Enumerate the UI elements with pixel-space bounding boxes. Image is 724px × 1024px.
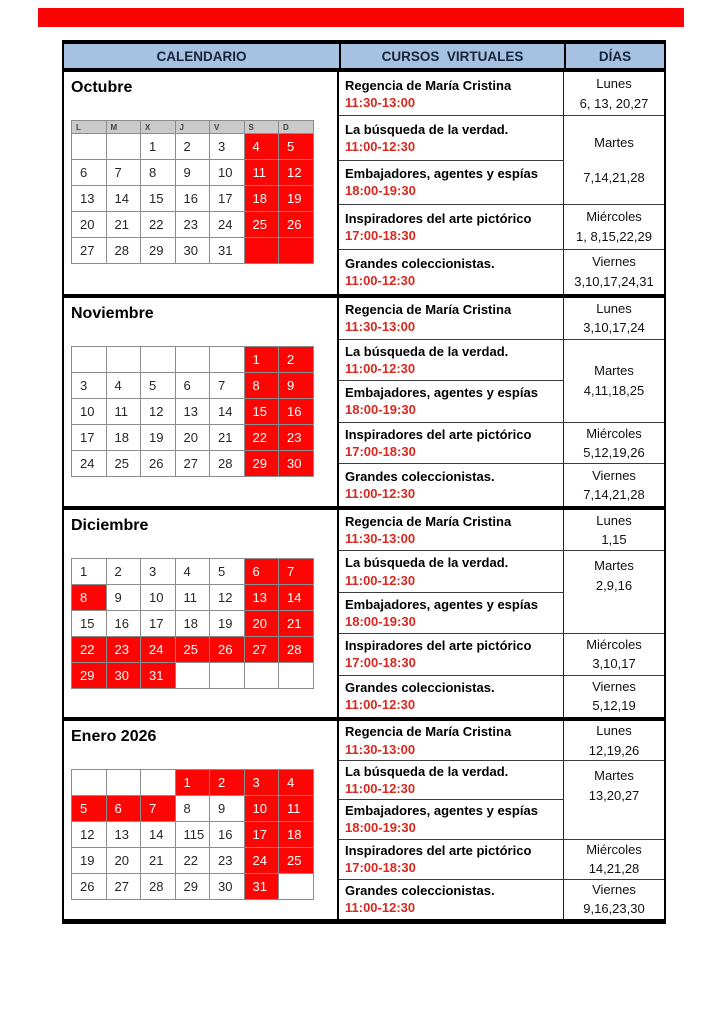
course-time: 11:00-12:30 (345, 900, 416, 916)
course-row (339, 205, 564, 249)
calendar-day-cell (107, 770, 142, 796)
weekday-header-cell: L (72, 121, 107, 134)
calendar-day-cell: 24 (245, 848, 280, 874)
month-sections-container (64, 68, 664, 919)
calendar-day-cell: 8 (141, 160, 176, 186)
course-time: 11:00-12:30 (345, 572, 416, 588)
calendar-day-cell: 2 (279, 347, 314, 373)
calendar-day-cell (279, 663, 314, 689)
calendar-day-cell: 29 (245, 451, 280, 477)
calendar-day-cell (176, 663, 211, 689)
calendar-day-cell: 6 (72, 160, 107, 186)
calendar-day-cell: 6 (245, 559, 280, 585)
day-dates: 14,21,28 (588, 861, 640, 877)
calendar-day-cell: 4 (245, 134, 280, 160)
calendar-day-cell (279, 238, 314, 264)
calendar-day-cell: 3 (245, 770, 280, 796)
calendar-day-cell: 10 (210, 160, 245, 186)
calendar-cell (64, 72, 339, 294)
calendar-day-cell: 27 (72, 238, 107, 264)
day-name: Martes (594, 134, 634, 150)
calendar-cell (64, 298, 339, 506)
course-row (339, 840, 564, 880)
course-row (339, 551, 564, 592)
course-row (339, 676, 564, 717)
course-time: 11:00-12:30 (345, 781, 416, 797)
day-block (564, 464, 664, 506)
course-row (339, 250, 564, 294)
mini-calendar (71, 346, 314, 477)
calendar-day-cell (245, 238, 280, 264)
calendar-day-cell: 22 (72, 637, 107, 663)
calendar-day-cell: 28 (210, 451, 245, 477)
calendar-day-cell: 17 (141, 611, 176, 637)
course-name: Inspiradores del arte pictórico (345, 210, 532, 226)
mini-calendar (71, 769, 314, 900)
calendar-day-cell: 31 (245, 874, 280, 900)
calendar-day-cell: 7 (107, 160, 142, 186)
calendar-day-cell (210, 347, 245, 373)
calendar-day-cell: 16 (279, 399, 314, 425)
calendar-day-cell: 16 (176, 186, 211, 212)
day-name: Viernes (592, 254, 636, 270)
month-title: Diciembre (71, 517, 149, 534)
calendar-day-cell: 7 (210, 373, 245, 399)
course-time: 17:00-18:30 (345, 444, 416, 460)
calendar-day-cell: 31 (210, 238, 245, 264)
course-name: Regencia de María Cristina (345, 302, 512, 318)
course-name: Embajadores, agentes y espías (345, 166, 538, 182)
weekday-header-cell: S (245, 121, 280, 134)
course-time: 11:00-12:30 (345, 360, 416, 376)
mini-calendar (71, 558, 314, 689)
calendar-day-cell: 16 (107, 611, 142, 637)
day-block (564, 840, 664, 880)
calendar-day-cell: 21 (279, 611, 314, 637)
course-time: 17:00-18:30 (345, 860, 416, 876)
calendar-day-cell: 27 (107, 874, 142, 900)
month-section (64, 506, 664, 717)
course-row (339, 800, 564, 839)
calendar-cell (64, 510, 339, 717)
calendar-day-cell: 18 (279, 822, 314, 848)
course-name: Grandes coleccionistas. (345, 883, 495, 899)
calendar-day-cell: 12 (210, 585, 245, 611)
month-title: Octubre (71, 79, 133, 96)
calendar-day-cell: 30 (279, 451, 314, 477)
calendar-day-cell: 20 (107, 848, 142, 874)
schedule-table (62, 40, 666, 924)
calendar-day-cell: 9 (210, 796, 245, 822)
course-time: 11:30-13:00 (345, 741, 416, 757)
course-time: 11:00-12:30 (345, 486, 416, 502)
calendar-day-cell: 29 (72, 663, 107, 689)
day-name: Miércoles (586, 636, 642, 652)
day-dates: 9,16,23,30 (583, 901, 645, 917)
day-dates: 13,20,27 (588, 787, 640, 803)
calendar-day-cell: 24 (141, 637, 176, 663)
calendar-day-cell: 27 (245, 637, 280, 663)
calendar-day-cell: 14 (141, 822, 176, 848)
calendar-day-cell: 12 (279, 160, 314, 186)
course-name: Embajadores, agentes y espías (345, 596, 538, 612)
calendar-day-cell: 8 (245, 373, 280, 399)
month-title: Enero 2026 (71, 728, 157, 745)
calendar-day-cell: 17 (245, 822, 280, 848)
top-red-bar (38, 8, 684, 27)
day-block (564, 721, 664, 761)
calendar-day-cell: 3 (210, 134, 245, 160)
calendar-day-cell: 1 (245, 347, 280, 373)
month-section (64, 717, 664, 919)
calendar-day-cell: 25 (107, 451, 142, 477)
calendar-day-cell: 11 (279, 796, 314, 822)
calendar-day-cell: 10 (141, 585, 176, 611)
course-name: Inspiradores del arte pictórico (345, 426, 532, 442)
calendar-day-cell: 28 (107, 238, 142, 264)
day-name: Lunes (596, 512, 632, 528)
day-dates: 5,12,19 (592, 698, 636, 714)
calendar-day-cell: 25 (279, 848, 314, 874)
course-row (339, 340, 564, 382)
calendar-day-cell: 23 (210, 848, 245, 874)
calendar-day-cell: 5 (141, 373, 176, 399)
calendar-day-cell: 1 (72, 559, 107, 585)
calendar-day-cell: 29 (141, 238, 176, 264)
calendar-day-cell: 9 (176, 160, 211, 186)
calendar-day-cell (279, 874, 314, 900)
day-block (564, 250, 664, 294)
calendar-day-cell: 20 (72, 212, 107, 238)
calendar-day-cell: 2 (176, 134, 211, 160)
calendar-day-cell: 4 (176, 559, 211, 585)
day-block (564, 761, 664, 840)
weekday-header-cell: J (176, 121, 211, 134)
day-block (564, 72, 664, 116)
course-row (339, 761, 564, 800)
calendar-day-cell: 30 (210, 874, 245, 900)
calendar-day-cell: 9 (279, 373, 314, 399)
calendar-day-cell: 20 (176, 425, 211, 451)
calendar-day-cell: 10 (72, 399, 107, 425)
header-cell-dias: DÍAS (564, 44, 664, 68)
calendar-day-cell: 3 (72, 373, 107, 399)
calendar-day-cell: 18 (176, 611, 211, 637)
day-dates: 12,19,26 (588, 742, 640, 758)
day-dates: 7,14,21,28 (583, 487, 645, 503)
weekday-header-cell: M (107, 121, 142, 134)
table-header-row (64, 44, 664, 68)
calendar-day-cell (107, 134, 142, 160)
day-block (564, 676, 664, 717)
calendar-day-cell: 1 (176, 770, 211, 796)
course-name: Grandes coleccionistas. (345, 469, 495, 485)
day-dates: 1, 8,15,22,29 (576, 228, 652, 244)
calendar-day-cell: 19 (210, 611, 245, 637)
calendar-day-cell: 9 (107, 585, 142, 611)
course-time: 18:00-19:30 (345, 613, 416, 629)
day-name: Miércoles (586, 425, 642, 441)
calendar-day-cell: 16 (210, 822, 245, 848)
month-title: Noviembre (71, 305, 154, 322)
weekday-header-cell: V (210, 121, 245, 134)
course-row (339, 593, 564, 634)
calendar-day-cell: 18 (245, 186, 280, 212)
day-block (564, 634, 664, 675)
calendar-day-cell: 25 (245, 212, 280, 238)
course-name: Regencia de María Cristina (345, 514, 512, 530)
calendar-day-cell: 19 (279, 186, 314, 212)
day-name: Viernes (592, 881, 636, 897)
course-row (339, 72, 564, 116)
day-dates: 3,10,17,24,31 (574, 273, 654, 289)
calendar-day-cell: 14 (107, 186, 142, 212)
calendar-day-cell: 29 (176, 874, 211, 900)
course-time: 17:00-18:30 (345, 655, 416, 671)
course-name: Inspiradores del arte pictórico (345, 843, 532, 858)
course-row (339, 510, 564, 551)
day-block (564, 551, 664, 634)
calendar-day-cell: 5 (72, 796, 107, 822)
day-dates: 6, 13, 20,27 (579, 95, 649, 111)
course-name: La búsqueda de la verdad. (345, 343, 509, 359)
calendar-day-cell: 6 (107, 796, 142, 822)
calendar-day-cell (245, 663, 280, 689)
calendar-day-cell: 22 (176, 848, 211, 874)
calendar-day-cell: 19 (141, 425, 176, 451)
header-cell-cursos-virtuales: CURSOS VIRTUALES (339, 44, 564, 68)
calendar-day-cell: 26 (72, 874, 107, 900)
calendar-day-cell: 14 (279, 585, 314, 611)
calendar-day-cell: 2 (107, 559, 142, 585)
day-dates: 3,10,17,24 (583, 320, 645, 336)
calendar-day-cell: 23 (176, 212, 211, 238)
calendar-day-cell: 7 (141, 796, 176, 822)
day-name: Martes (594, 558, 634, 574)
calendar-day-cell: 8 (176, 796, 211, 822)
calendar-day-cell (107, 347, 142, 373)
calendar-day-cell: 14 (210, 399, 245, 425)
calendar-cell (64, 721, 339, 919)
calendar-day-cell: 3 (141, 559, 176, 585)
calendar-day-cell: 27 (176, 451, 211, 477)
course-row (339, 381, 564, 423)
course-name: Regencia de María Cristina (345, 724, 512, 740)
course-time: 18:00-19:30 (345, 820, 416, 836)
calendar-day-cell: 5 (279, 134, 314, 160)
calendar-day-cell (141, 770, 176, 796)
day-name: Martes (594, 768, 634, 783)
course-row (339, 423, 564, 465)
calendar-day-cell: 24 (72, 451, 107, 477)
calendar-day-cell (72, 134, 107, 160)
day-block (564, 880, 664, 919)
calendar-day-cell: 31 (141, 663, 176, 689)
course-name: Regencia de María Cristina (345, 77, 512, 93)
day-dates: 3,10,17 (592, 656, 636, 672)
course-name: Grandes coleccionistas. (345, 255, 495, 271)
course-time: 11:30-13:00 (345, 319, 416, 335)
day-name: Miércoles (586, 841, 642, 857)
calendar-day-cell: 11 (176, 585, 211, 611)
calendar-day-cell: 15 (141, 186, 176, 212)
calendar-day-cell: 7 (279, 559, 314, 585)
calendar-day-cell: 17 (210, 186, 245, 212)
calendar-day-cell: 12 (72, 822, 107, 848)
calendar-day-cell: 4 (279, 770, 314, 796)
course-row (339, 161, 564, 205)
calendar-day-cell (72, 770, 107, 796)
course-row (339, 721, 564, 761)
calendar-day-cell: 11 (245, 160, 280, 186)
day-name: Miércoles (586, 209, 642, 225)
calendar-day-cell: 18 (107, 425, 142, 451)
calendar-day-cell: 23 (107, 637, 142, 663)
course-row (339, 634, 564, 675)
day-block (564, 298, 664, 340)
calendar-day-cell: 30 (107, 663, 142, 689)
calendar-day-cell: 1 (141, 134, 176, 160)
calendar-day-cell (176, 347, 211, 373)
calendar-day-cell: 24 (210, 212, 245, 238)
day-dates: 2,9,16 (595, 577, 633, 593)
calendar-day-cell: 25 (176, 637, 211, 663)
calendar-day-cell: 30 (176, 238, 211, 264)
weekday-header-cell: D (279, 121, 314, 134)
day-block (564, 205, 664, 249)
day-block (564, 340, 664, 423)
calendar-day-cell (141, 347, 176, 373)
day-block (564, 116, 664, 205)
course-name: Embajadores, agentes y espías (345, 803, 538, 819)
calendar-day-cell: 26 (210, 637, 245, 663)
course-name: La búsqueda de la verdad. (345, 555, 509, 571)
course-time: 11:00-12:30 (345, 139, 416, 155)
calendar-day-cell: 19 (72, 848, 107, 874)
calendar-day-cell: 22 (141, 212, 176, 238)
calendar-day-cell: 10 (245, 796, 280, 822)
day-dates: 4,11,18,25 (583, 382, 645, 398)
day-block (564, 423, 664, 465)
course-name: La búsqueda de la verdad. (345, 121, 509, 137)
calendar-day-cell: 115 (176, 822, 211, 848)
calendar-day-cell (72, 347, 107, 373)
header-cell-calendario: CALENDARIO (156, 48, 247, 64)
course-name: La búsqueda de la verdad. (345, 764, 509, 779)
calendar-day-cell: 26 (279, 212, 314, 238)
calendar-day-cell: 21 (107, 212, 142, 238)
course-name: Grandes coleccionistas. (345, 680, 495, 696)
calendar-day-cell: 26 (141, 451, 176, 477)
calendar-day-cell: 28 (141, 874, 176, 900)
day-dates: 5,12,19,26 (583, 445, 645, 461)
calendar-day-cell: 12 (141, 399, 176, 425)
calendar-day-cell: 28 (279, 637, 314, 663)
course-row (339, 298, 564, 340)
calendar-day-cell: 21 (210, 425, 245, 451)
day-name: Lunes (596, 76, 632, 92)
course-time: 11:30-13:00 (345, 531, 416, 547)
calendar-day-cell: 13 (72, 186, 107, 212)
weekday-header-cell: X (141, 121, 176, 134)
calendar-day-cell: 15 (72, 611, 107, 637)
course-time: 17:00-18:30 (345, 227, 416, 243)
calendar-day-cell: 22 (245, 425, 280, 451)
day-name: Lunes (596, 300, 632, 316)
calendar-day-cell: 20 (245, 611, 280, 637)
day-block (564, 510, 664, 551)
course-time: 11:00-12:30 (345, 272, 416, 288)
calendar-day-cell: 21 (141, 848, 176, 874)
calendar-day-cell: 13 (107, 822, 142, 848)
calendar-day-cell: 13 (245, 585, 280, 611)
month-section (64, 294, 664, 506)
day-name: Viernes (592, 678, 636, 694)
day-name: Martes (594, 363, 634, 379)
calendar-day-cell: 17 (72, 425, 107, 451)
calendar-day-cell: 13 (176, 399, 211, 425)
course-row (339, 464, 564, 506)
calendar-day-cell (210, 663, 245, 689)
day-name: Lunes (596, 723, 632, 738)
course-name: Embajadores, agentes y espías (345, 385, 538, 401)
course-row (339, 880, 564, 919)
course-time: 18:00-19:30 (345, 402, 416, 418)
day-dates: 1,15 (601, 532, 627, 548)
course-time: 18:00-19:30 (345, 183, 416, 199)
calendar-day-cell: 11 (107, 399, 142, 425)
course-row (339, 116, 564, 160)
course-name: Inspiradores del arte pictórico (345, 638, 532, 654)
mini-calendar (71, 120, 314, 264)
calendar-day-cell: 5 (210, 559, 245, 585)
month-section (64, 68, 664, 294)
calendar-day-cell: 23 (279, 425, 314, 451)
day-name: Viernes (592, 467, 636, 483)
course-time: 11:30-13:00 (345, 94, 416, 110)
calendar-day-cell: 6 (176, 373, 211, 399)
day-dates: 7,14,21,28 (583, 170, 645, 186)
course-time: 11:00-12:30 (345, 697, 416, 713)
calendar-day-cell: 4 (107, 373, 142, 399)
calendar-day-cell: 15 (245, 399, 280, 425)
calendar-day-cell: 2 (210, 770, 245, 796)
calendar-day-cell: 8 (72, 585, 107, 611)
